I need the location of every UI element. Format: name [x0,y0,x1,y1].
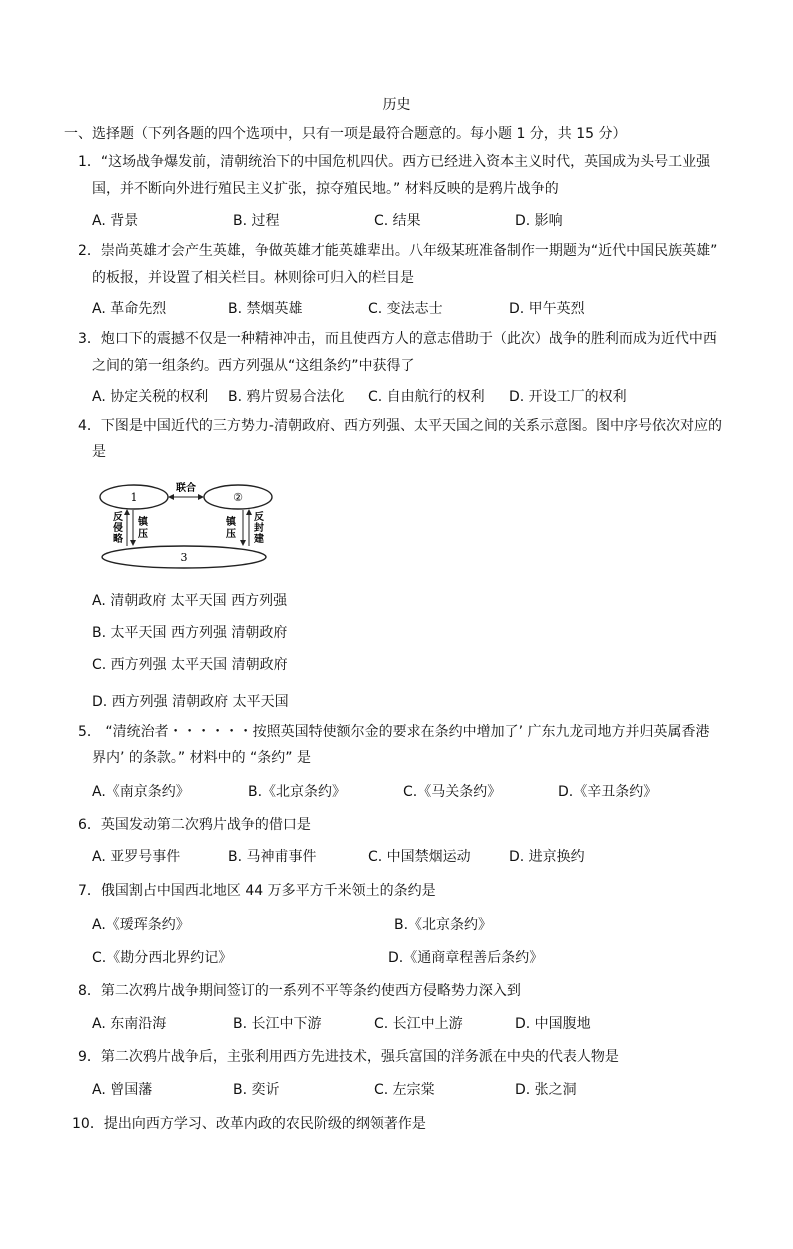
question-5-line-2: 界内’ 的条款。” 材料中的 “条约” 是 [92,750,312,766]
section-heading: 一、选择题（下列各题的四个选项中，只有一项是最符合题意的。每小题 1 分，共 15 分） [64,126,627,142]
left-inner-label: 镇压 [138,517,148,540]
question-2-line-1: 2．崇尚英雄才会产生英雄，争做英雄才能英雄辈出。八年级某班准备制作一期题为“近代中国民族英雄” [78,243,718,259]
q8-option-a: A. 东南沿海 [92,1016,167,1032]
question-10-line-1: 10．提出向西方学习、改革内政的农民阶级的纲领著作是 [72,1116,426,1132]
q9-option-d: D. 张之洞 [515,1082,577,1098]
link-arrow-right-head [198,494,204,500]
question-1-line-1: 1．“这场战争爆发前，清朝统治下的中国危机四伏。西方已经进入资本主义时代，英国成为头号工业强 [78,154,711,170]
question-4-line-1: 4．下图是中国近代的三方势力-清朝政府、西方列强、太平天国之间的关系示意图。图中序号依次对应的 [78,418,722,434]
q8-option-b: B. 长江中下游 [233,1016,322,1032]
q4-option-c: C. 西方列强 太平天国 清朝政府 [92,657,288,673]
q9-option-c: C. 左宗棠 [374,1082,435,1098]
left-outer-label: 反侵略 [113,512,123,545]
q1-option-b: B. 过程 [233,213,280,229]
q5-option-c: C.《马关条约》 [403,784,502,800]
question-4-line-2: 是 [92,444,106,460]
q4-option-b: B. 太平天国 西方列强 清朝政府 [92,625,288,641]
q9-option-a: A. 曾国藩 [92,1082,153,1098]
right-outer-label: 反封建 [254,512,264,545]
q4-option-d: D. 西方列强 清朝政府 太平天国 [92,694,289,710]
q2-option-d: D. 甲午英烈 [509,301,585,317]
q7-option-c: C.《勘分西北界约记》 [92,950,233,966]
q2-option-a: A. 革命先烈 [92,301,167,317]
q4-option-a: A. 清朝政府 太平天国 西方列强 [92,593,288,609]
q6-option-a: A. 亚罗号事件 [92,849,181,865]
question-9-line-1: 9．第二次鸦片战争后，主张利用西方先进技术，强兵富国的洋务派在中央的代表人物是 [78,1049,619,1065]
q8-option-c: C. 长江中上游 [374,1016,463,1032]
page-title: 历史 [382,97,411,113]
question-3-line-2: 之间的第一组条约。西方列强从“这组条约”中获得了 [92,358,415,374]
q7-option-d: D.《通商章程善后条约》 [388,950,544,966]
q2-option-c: C. 变法志士 [368,301,443,317]
q2-option-b: B. 禁烟英雄 [228,301,303,317]
relationship-diagram [98,478,280,570]
question-1-line-2: 国，并不断向外进行殖民主义扩张，掠夺殖民地。” 材料反映的是鸦片战争的 [92,181,559,197]
q7-option-a: A.《瑷珲条约》 [92,917,190,933]
right-up-arrow-head [246,509,252,515]
question-5-line-1: 5． “清统治者・・・・・・按照英国特使额尔金的要求在条约中增加了’ 广东九龙司地方并归英属香港 [78,724,710,740]
q5-option-b: B.《北京条约》 [248,784,347,800]
q6-option-c: C. 中国禁烟运动 [368,849,471,865]
q1-option-a: A. 背景 [92,213,139,229]
left-down-arrow-head [130,540,136,546]
right-inner-label: 镇压 [226,517,236,540]
right-down-arrow-head [240,540,246,546]
q5-option-a: A.《南京条约》 [92,784,190,800]
q3-option-c: C. 自由航行的权利 [368,389,485,405]
left-up-arrow-head [124,509,130,515]
q6-option-d: D. 进京换约 [509,849,585,865]
link-label: 联合 [176,483,196,494]
q6-option-b: B. 马神甫事件 [228,849,317,865]
diagram-node-3-label: 3 [180,551,188,564]
q5-option-d: D.《辛丑条约》 [558,784,658,800]
diagram-node-1-label: 1 [130,491,138,504]
question-8-line-1: 8．第二次鸦片战争期间签订的一系列不平等条约使西方侵略势力深入到 [78,983,521,999]
link-arrow-left-head [168,494,174,500]
question-7-line-1: 7．俄国割占中国西北地区 44 万多平方千米领土的条约是 [78,883,436,899]
question-6-line-1: 6．英国发动第二次鸦片战争的借口是 [78,817,311,833]
q9-option-b: B. 奕䜣 [233,1082,280,1098]
q3-option-b: B. 鸦片贸易合法化 [228,389,345,405]
q8-option-d: D. 中国腹地 [515,1016,591,1032]
q3-option-d: D. 开设工厂的权利 [509,389,627,405]
q3-option-a: A. 协定关税的权利 [92,389,209,405]
diagram-node-2-label: ② [233,491,243,504]
question-3-line-1: 3．炮口下的震撼不仅是一种精神冲击，而且使西方人的意志借助于（此次）战争的胜利而成为近代中西 [78,331,717,347]
q1-option-c: C. 结果 [374,213,421,229]
q7-option-b: B.《北京条约》 [394,917,493,933]
question-2-line-2: 的板报，并设置了相关栏目。林则徐可归入的栏目是 [92,270,414,286]
q1-option-d: D. 影响 [515,213,563,229]
